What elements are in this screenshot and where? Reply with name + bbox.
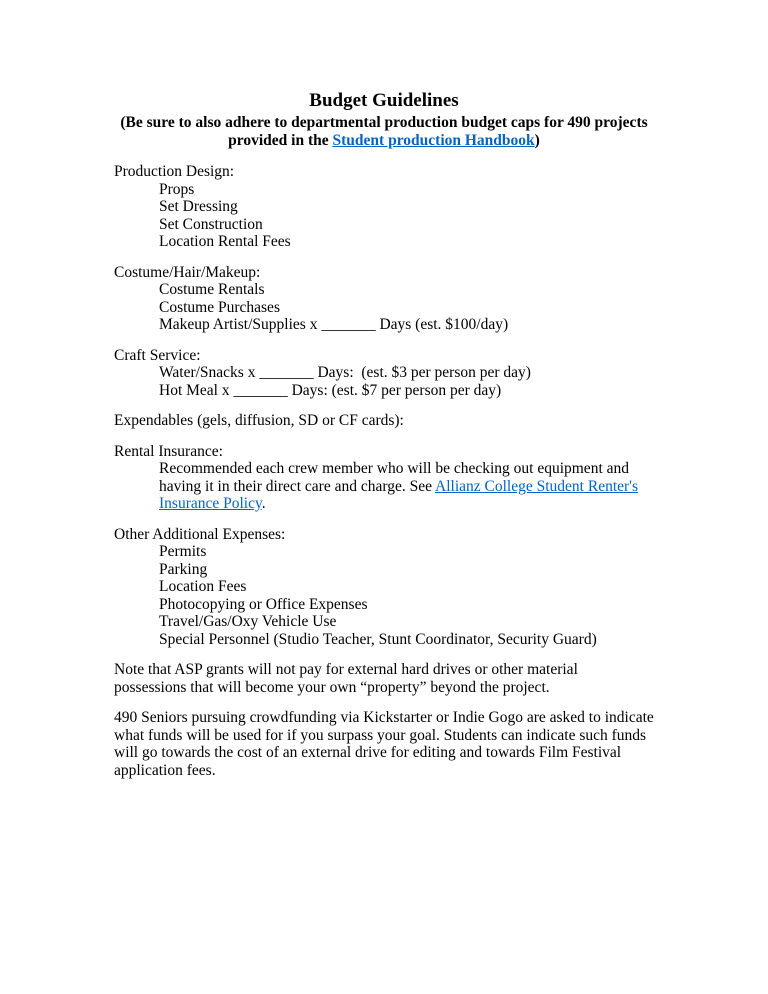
section-heading: Craft Service: (114, 346, 201, 364)
document-subtitle (114, 114, 654, 150)
asp-note-paragraph: Note that ASP grants will not pay for external hard drives or other material possessions that will become your own “property” beyond the project. (114, 661, 578, 696)
section-craft-service (114, 347, 654, 400)
section-other-additional-expenses (114, 526, 654, 649)
list-item: Set Dressing (159, 198, 238, 215)
section-heading: Costume/Hair/Makeup: (114, 263, 261, 281)
student-production-handbook-link[interactable]: Student production Handbook (332, 132, 535, 149)
subtitle-text-before: (Be sure to also adhere to departmental production budget caps for 490 projects provided in the (120, 114, 648, 149)
rental-insurance-paragraph (159, 460, 654, 513)
rental-insurance-text-before: Recommended each crew member who will be checking out equipment and having it in their direct care and charge. See (159, 460, 630, 495)
section-production-design (114, 163, 654, 251)
section-heading: Rental Insurance: (114, 442, 223, 460)
section-costume-hair-makeup (114, 264, 654, 334)
page-title: Budget Guidelines (309, 90, 459, 111)
list-item: Travel/Gas/Oxy Vehicle Use (159, 613, 337, 630)
section-heading: Expendables (gels, diffusion, SD or CF cards): (114, 412, 404, 429)
list-item: Makeup Artist/Supplies x _______ Days (est. $100/day) (159, 316, 509, 333)
list-item: Parking (159, 560, 208, 578)
list-item: Photocopying or Office Expenses (159, 595, 368, 613)
list-item: Set Construction (159, 215, 263, 233)
list-item: Costume Purchases (159, 298, 280, 316)
rental-insurance-text-after: . (261, 495, 266, 512)
section-heading: Production Design: (114, 163, 235, 180)
list-item: Water/Snacks x _______ Days: (est. $3 per person per day) (159, 364, 531, 381)
list-item: Permits (159, 543, 207, 560)
list-item: Hot Meal x _______ Days: (est. $7 per person per day) (159, 381, 502, 399)
section-rental-insurance (114, 443, 654, 513)
list-item: Costume Rentals (159, 281, 265, 298)
list-item: Location Rental Fees (159, 233, 291, 250)
section-expendables (114, 412, 654, 430)
crowdfunding-paragraph: 490 Seniors pursuing crowdfunding via Kickstarter or Indie Gogo are asked to indicate what funds will be used for if you surpass your goal. Students can indicate such funds will go towards the cost of an external drive for editing and towards Film Festival application fees. (114, 709, 654, 779)
list-item: Special Personnel (Studio Teacher, Stunt Coordinator, Security Guard) (159, 630, 597, 648)
list-item: Location Fees (159, 578, 247, 595)
list-item: Props (159, 180, 195, 198)
allianz-insurance-policy-link[interactable]: Allianz College Student Renter's Insurance Policy (159, 477, 638, 512)
section-heading: Other Additional Expenses: (114, 525, 286, 543)
subtitle-text-after: ) (534, 132, 540, 149)
